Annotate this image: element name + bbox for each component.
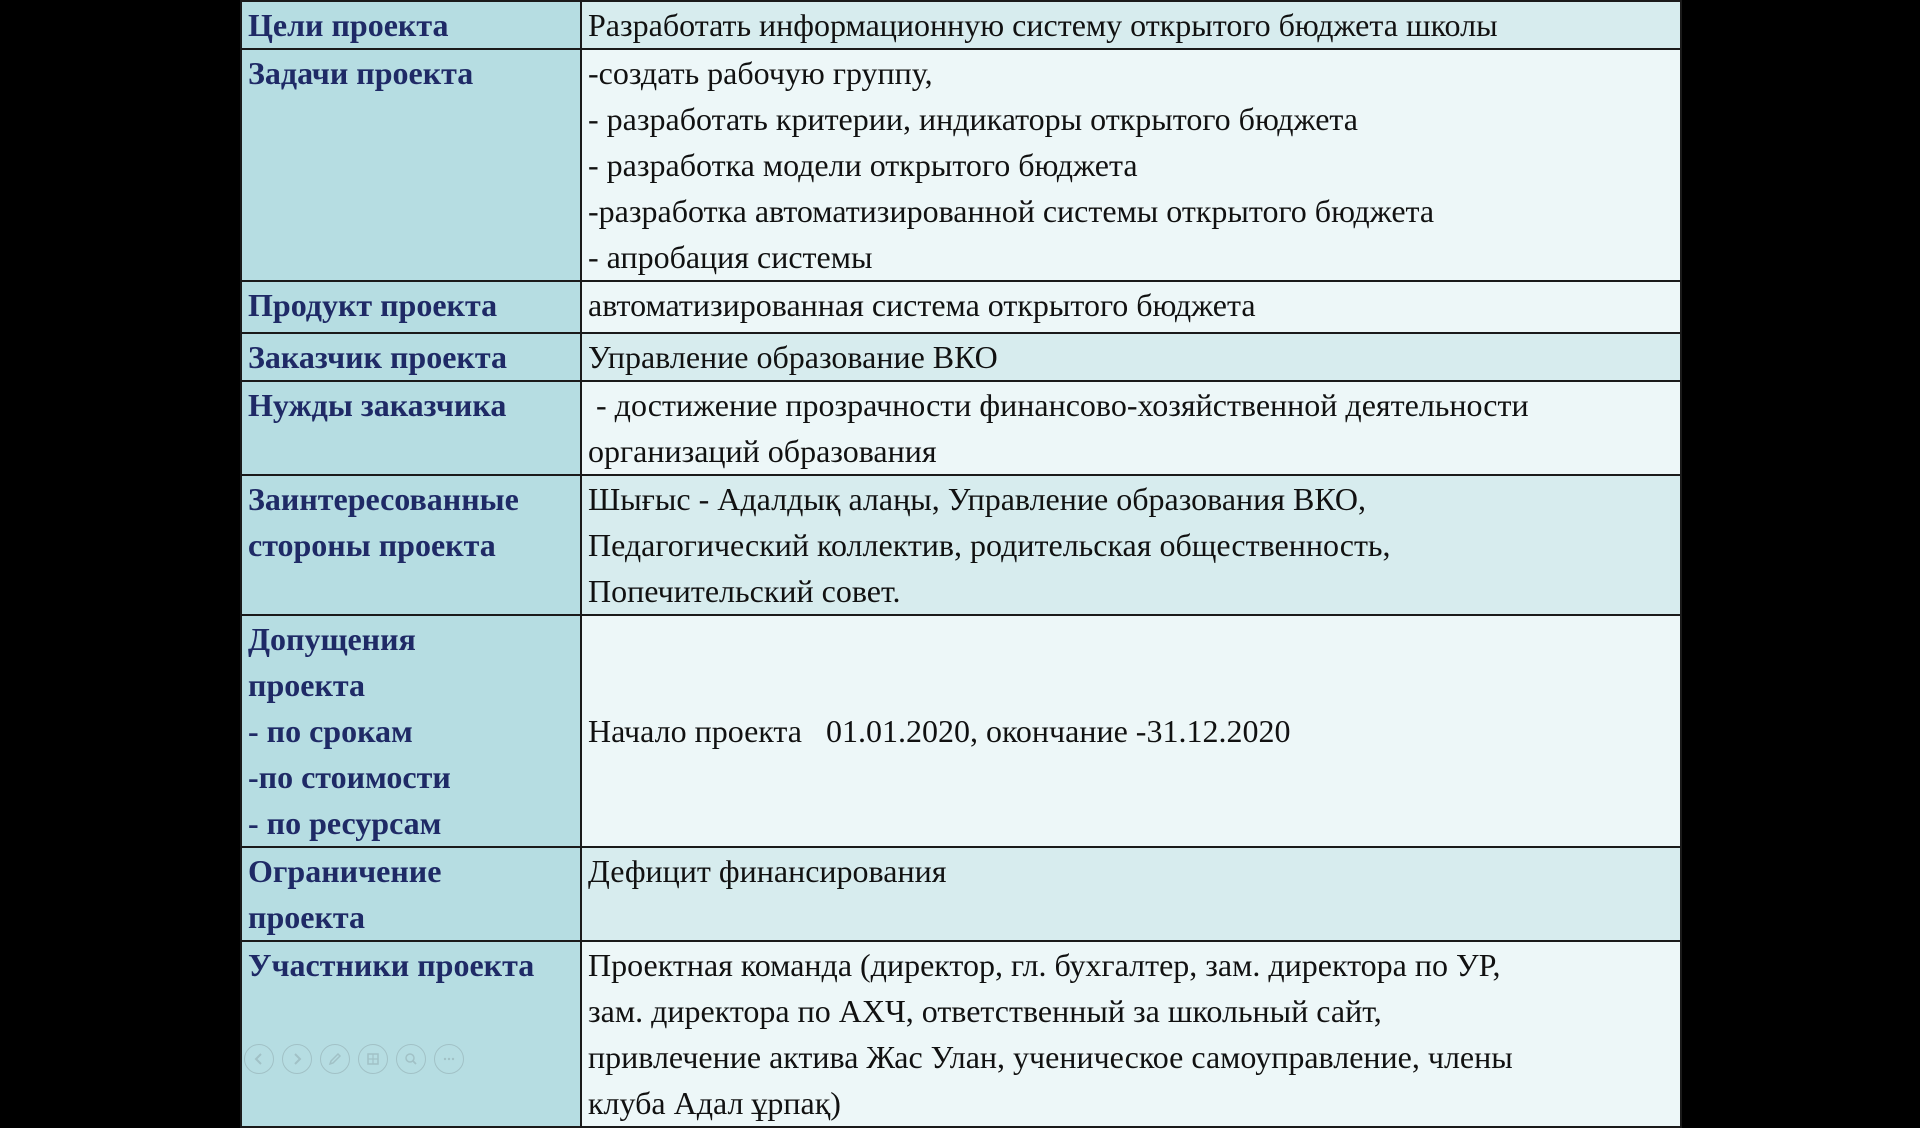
label-line: Задачи проекта [248, 55, 474, 91]
value-line: Управление образование ВКО [588, 339, 998, 375]
row-value-product [581, 281, 1681, 333]
pen-tool-button[interactable] [320, 1044, 350, 1074]
row-label-stakeholders [241, 475, 581, 615]
row-label-product [241, 281, 581, 333]
value-line: - разработка модели открытого бюджета [588, 147, 1138, 183]
row-value-constraints [581, 847, 1681, 941]
more-icon [441, 1051, 457, 1067]
label-line: - по срокам [248, 713, 413, 749]
slideshow-nav-toolbar [244, 1044, 464, 1078]
table-row [241, 941, 1681, 1127]
project-table-wrapper [240, 0, 1680, 1121]
arrow-right-icon [289, 1051, 305, 1067]
label-line: -по стоимости [248, 759, 451, 795]
table-row [241, 1, 1681, 49]
row-value-participants [581, 941, 1681, 1127]
label-line: проекта [248, 667, 365, 703]
row-value-goals [581, 1, 1681, 49]
table-row [241, 475, 1681, 615]
row-value-tasks [581, 49, 1681, 281]
value-line: -разработка автоматизированной системы открытого бюджета [588, 193, 1435, 229]
value-line: Начало проекта 01.01.2020, окончание -31.12.2020 [588, 713, 1291, 749]
table-row [241, 49, 1681, 281]
label-line: Заинтересованные [248, 481, 519, 517]
row-value-assumptions [581, 615, 1681, 847]
value-line: организаций образования [588, 433, 937, 469]
value-line: Педагогический коллектив, родительская общественность, [588, 527, 1391, 563]
label-line: Заказчик проекта [248, 339, 507, 375]
row-label-customer [241, 333, 581, 381]
value-line: Дефицит финансирования [588, 853, 947, 889]
row-value-stakeholders [581, 475, 1681, 615]
table-row [241, 281, 1681, 333]
value-line: -создать рабочую группу, [588, 55, 933, 91]
label-line: Участники проекта [248, 947, 535, 983]
row-label-assumptions [241, 615, 581, 847]
value-line: клуба Адал ұрпақ) [588, 1085, 841, 1121]
label-line: Допущения [248, 621, 416, 657]
value-line: Проектная команда (директор, гл. бухгалтер, зам. директора по УР, [588, 947, 1501, 983]
slides-grid-icon [365, 1051, 381, 1067]
arrow-left-icon [251, 1051, 267, 1067]
value-line: - достижение прозрачности финансово-хозяйственной деятельности [588, 387, 1529, 423]
previous-slide-button[interactable] [244, 1044, 274, 1074]
value-line: - апробация системы [588, 239, 873, 275]
next-slide-button[interactable] [282, 1044, 312, 1074]
table-row [241, 333, 1681, 381]
label-line: Ограничение [248, 853, 442, 889]
row-label-constraints [241, 847, 581, 941]
row-label-goals [241, 1, 581, 49]
value-line: Разработать информационную систему открытого бюджета школы [588, 7, 1498, 43]
row-label-tasks [241, 49, 581, 281]
project-passport-table [240, 0, 1682, 1128]
table-row [241, 615, 1681, 847]
value-line: Попечительский совет. [588, 573, 901, 609]
value-line: - разработать критерии, индикаторы открытого бюджета [588, 101, 1358, 137]
label-line: стороны проекта [248, 527, 496, 563]
row-label-customer-needs [241, 381, 581, 475]
row-label-participants [241, 941, 581, 1127]
see-all-slides-button[interactable] [358, 1044, 388, 1074]
row-value-customer [581, 333, 1681, 381]
row-value-customer-needs [581, 381, 1681, 475]
label-line: проекта [248, 899, 365, 935]
value-line: автоматизированная система открытого бюджета [588, 287, 1256, 323]
zoom-button[interactable] [396, 1044, 426, 1074]
zoom-icon [403, 1051, 419, 1067]
label-line: - по ресурсам [248, 805, 442, 841]
table-row [241, 847, 1681, 941]
value-line: Шығыс - Адалдық алаңы, Управление образования ВКО, [588, 481, 1366, 517]
label-line: Нужды заказчика [248, 387, 507, 423]
value-line: привлечение актива Жас Улан, ученическое самоуправление, члены [588, 1039, 1513, 1075]
more-options-button[interactable] [434, 1044, 464, 1074]
pen-icon [327, 1051, 343, 1067]
label-line: Продукт проекта [248, 287, 498, 323]
table-row [241, 381, 1681, 475]
label-line: Цели проекта [248, 7, 449, 43]
value-line: зам. директора по АХЧ, ответственный за школьный сайт, [588, 993, 1382, 1029]
